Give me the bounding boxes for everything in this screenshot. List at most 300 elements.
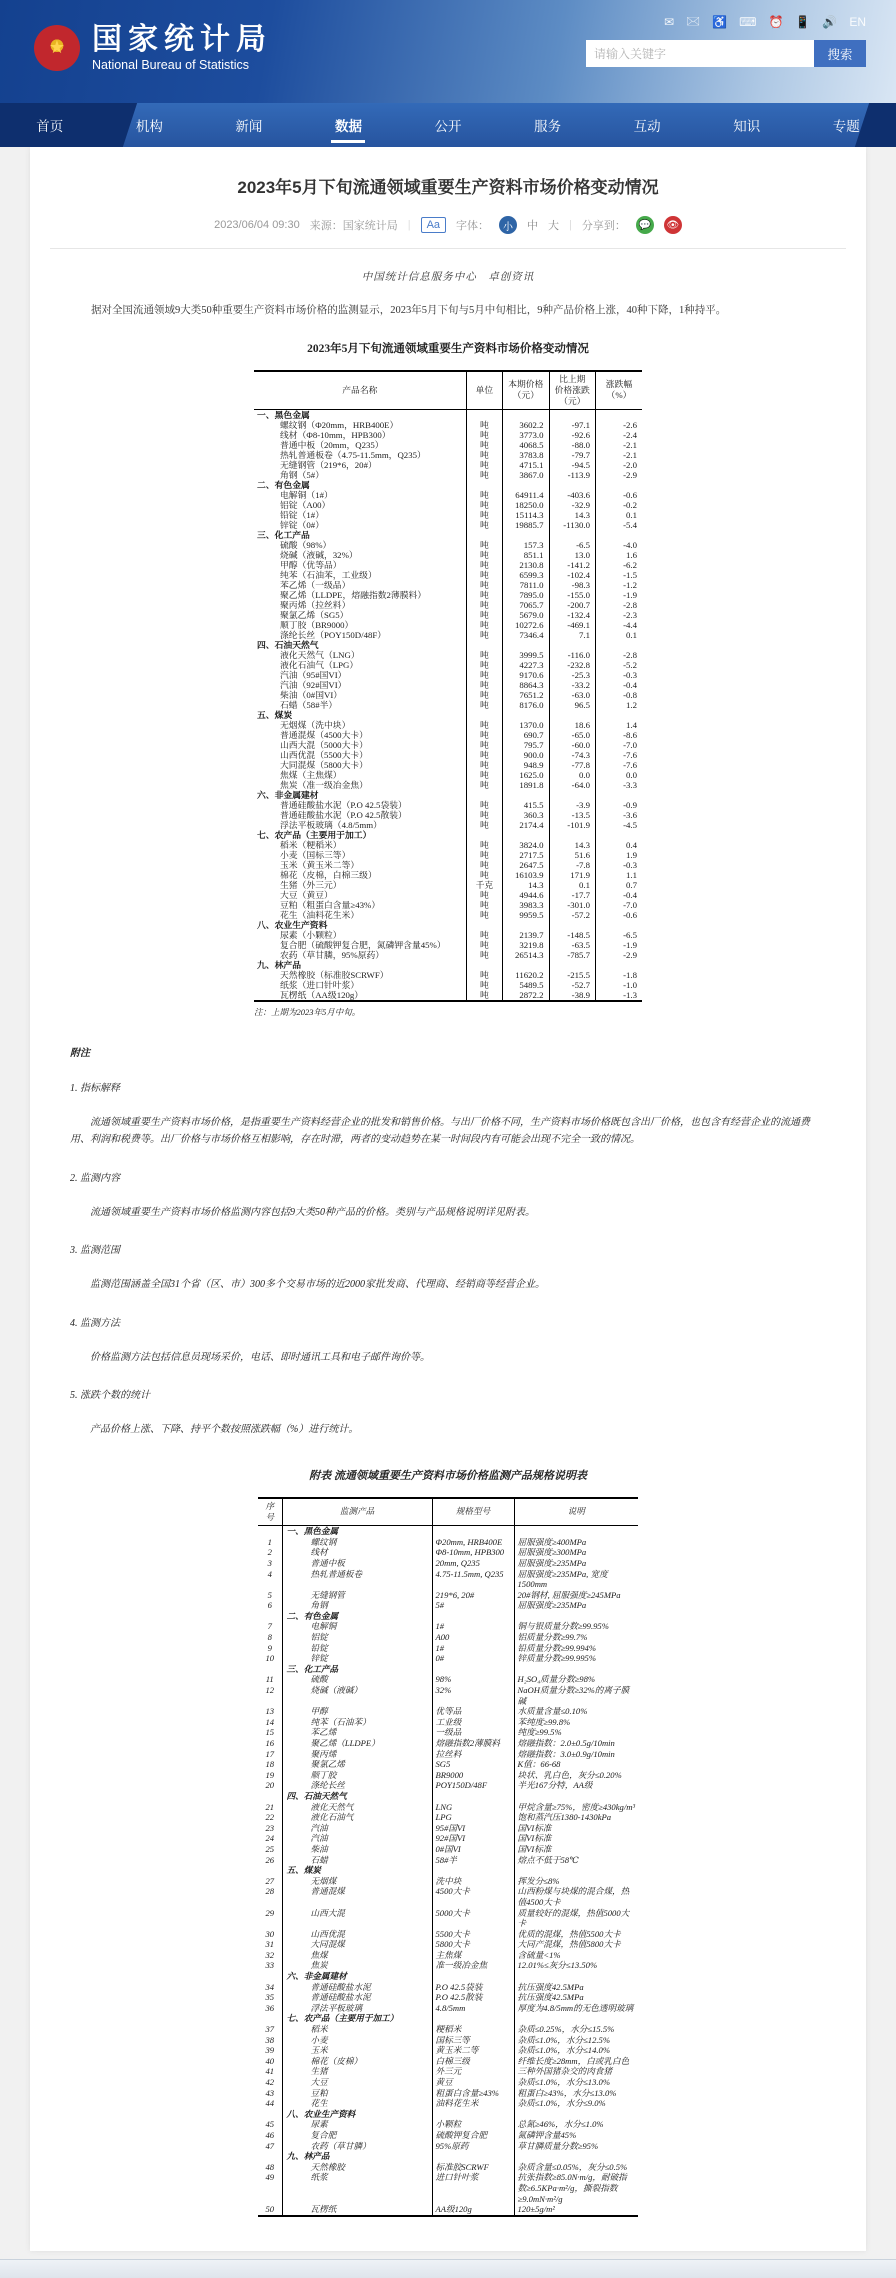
monitored-product: 甲醇 bbox=[282, 1706, 432, 1717]
share-wechat-icon[interactable]: 💬 bbox=[636, 216, 654, 234]
spec-model: 92#国VI bbox=[432, 1833, 514, 1844]
row-number: 5 bbox=[258, 1590, 282, 1601]
row-number: 35 bbox=[258, 1992, 282, 2003]
change-pct: -5.4 bbox=[596, 520, 643, 530]
unit: 吨 bbox=[466, 690, 502, 700]
search-input[interactable] bbox=[586, 40, 814, 67]
price-change: -132.4 bbox=[549, 610, 595, 620]
row-number: 15 bbox=[258, 1727, 282, 1738]
product-name: 豆粕（粗蛋白含量≥43%） bbox=[254, 900, 466, 910]
section-label: 一、黑色金属 bbox=[282, 1526, 432, 1537]
spec-model: 5800大卡 bbox=[432, 1939, 514, 1950]
table-row bbox=[254, 910, 642, 920]
price-change: -88.0 bbox=[549, 440, 595, 450]
meta-divider: | bbox=[569, 219, 572, 231]
section-label: 三、化工产品 bbox=[282, 1664, 432, 1675]
table-row bbox=[254, 870, 642, 880]
price-table-title: 2023年5月下旬流通领域重要生产资料市场价格变动情况 bbox=[70, 340, 826, 356]
site-header bbox=[0, 0, 896, 103]
monitored-product: 天然橡胶 bbox=[282, 2162, 432, 2173]
current-price: 5489.5 bbox=[503, 980, 549, 990]
row-number: 23 bbox=[258, 1823, 282, 1834]
change-pct: -1.5 bbox=[596, 570, 643, 580]
table-row bbox=[254, 470, 642, 480]
product-name: 大同混煤（5800大卡） bbox=[254, 760, 466, 770]
spec-row bbox=[258, 2162, 638, 2173]
row-number: 44 bbox=[258, 2098, 282, 2109]
monitored-product: 电解铜 bbox=[282, 1621, 432, 1632]
spec-description: 熔融指数：2.0±0.5g/10min bbox=[514, 1738, 638, 1749]
spec-row bbox=[258, 1653, 638, 1664]
t1-header: 本期价格 （元） bbox=[503, 371, 549, 409]
change-pct: -0.3 bbox=[596, 670, 643, 680]
price-change: -232.8 bbox=[549, 660, 595, 670]
unit: 吨 bbox=[466, 420, 502, 430]
unit: 吨 bbox=[466, 670, 502, 680]
nav-item-2[interactable]: 机构 bbox=[100, 103, 200, 147]
row-number: 24 bbox=[258, 1833, 282, 1844]
table-row bbox=[254, 650, 642, 660]
spec-row bbox=[258, 2141, 638, 2152]
lang-en-link[interactable]: EN bbox=[849, 15, 866, 29]
current-price: 2872.2 bbox=[503, 990, 549, 1001]
unit: 吨 bbox=[466, 460, 502, 470]
current-price: 7651.2 bbox=[503, 690, 549, 700]
note-title: 4. 监测方法 bbox=[70, 1314, 826, 1329]
current-price: 7895.0 bbox=[503, 590, 549, 600]
spec-model: P.O 42.5散装 bbox=[432, 1992, 514, 2003]
monitored-product: 顺丁胶 bbox=[282, 1770, 432, 1781]
current-price: 11620.2 bbox=[503, 970, 549, 980]
nav-item-6[interactable]: 服务 bbox=[498, 103, 598, 147]
table-row bbox=[254, 840, 642, 850]
price-change: -98.3 bbox=[549, 580, 595, 590]
spec-row bbox=[258, 1621, 638, 1632]
spec-description: 国VI标准 bbox=[514, 1833, 638, 1844]
spec-description: 粗蛋白≥43%，水分≤13.0% bbox=[514, 2088, 638, 2099]
clock-icon[interactable]: ⏰ bbox=[768, 15, 783, 29]
table-section-row bbox=[254, 830, 642, 840]
spec-section-row bbox=[258, 1971, 638, 1982]
change-pct: -2.8 bbox=[596, 600, 643, 610]
spec-model: 标准胶SCRWF bbox=[432, 2162, 514, 2173]
product-name: 液化石油气（LPG） bbox=[254, 660, 466, 670]
current-price: 2174.4 bbox=[503, 820, 549, 830]
monitored-product: 液化石油气 bbox=[282, 1812, 432, 1823]
spec-model: 0# bbox=[432, 1653, 514, 1664]
spec-table-title: 附表 流通领域重要生产资料市场价格监测产品规格说明表 bbox=[70, 1467, 826, 1483]
current-price: 795.7 bbox=[503, 740, 549, 750]
current-price: 6599.3 bbox=[503, 570, 549, 580]
current-price: 19885.7 bbox=[503, 520, 549, 530]
price-change: 96.5 bbox=[549, 700, 595, 710]
content-watermark: 中国统计信息服务中心 卓创资讯 bbox=[70, 269, 826, 284]
spec-description: 苯纯度≥99.8% bbox=[514, 1717, 638, 1728]
monitored-product: 无缝钢管 bbox=[282, 1590, 432, 1601]
monitored-product: 液化天然气 bbox=[282, 1802, 432, 1813]
spec-description: 屈服强度≥235MPa bbox=[514, 1558, 638, 1569]
mail-icon[interactable]: ✉ bbox=[664, 15, 674, 29]
nav-item-7[interactable]: 互动 bbox=[597, 103, 697, 147]
current-price: 690.7 bbox=[503, 730, 549, 740]
spec-model: 国标三等 bbox=[432, 2035, 514, 2046]
table-row bbox=[254, 930, 642, 940]
change-pct: -0.8 bbox=[596, 690, 643, 700]
unit: 吨 bbox=[466, 760, 502, 770]
spec-description: 块状、乳白色，灰分≤0.20% bbox=[514, 1770, 638, 1781]
product-name: 顺丁胶（BR9000） bbox=[254, 620, 466, 630]
price-change: -63.0 bbox=[549, 690, 595, 700]
product-name: 石蜡（58#半） bbox=[254, 700, 466, 710]
monitored-product: 山西优混 bbox=[282, 1929, 432, 1940]
section-label: 三、化工产品 bbox=[254, 530, 466, 540]
current-price: 1625.0 bbox=[503, 770, 549, 780]
current-price: 3219.8 bbox=[503, 940, 549, 950]
price-change: -141.2 bbox=[549, 560, 595, 570]
current-price: 2717.5 bbox=[503, 850, 549, 860]
t2-header: 说明 bbox=[514, 1498, 638, 1526]
section-label: 九、林产品 bbox=[254, 960, 466, 970]
row-number: 26 bbox=[258, 1855, 282, 1866]
product-name: 山西优混（5500大卡） bbox=[254, 750, 466, 760]
product-name: 铝锭（A00） bbox=[254, 500, 466, 510]
current-price: 948.9 bbox=[503, 760, 549, 770]
unit: 吨 bbox=[466, 440, 502, 450]
table-row bbox=[254, 750, 642, 760]
row-number: 8 bbox=[258, 1632, 282, 1643]
unit: 吨 bbox=[466, 910, 502, 920]
page-footer bbox=[0, 2259, 896, 2278]
audio-icon[interactable]: 🔊 bbox=[822, 15, 837, 29]
spec-row bbox=[258, 1600, 638, 1611]
unit: 吨 bbox=[466, 990, 502, 1001]
unit: 吨 bbox=[466, 520, 502, 530]
product-name: 花生（油料花生米） bbox=[254, 910, 466, 920]
table-row bbox=[254, 540, 642, 550]
unit: 吨 bbox=[466, 590, 502, 600]
spec-row bbox=[258, 2119, 638, 2130]
unit: 吨 bbox=[466, 490, 502, 500]
spec-model: Φ20mm, HRB400E bbox=[432, 1537, 514, 1548]
current-price: 7065.7 bbox=[503, 600, 549, 610]
spec-description: 抗压强度42.5MPa bbox=[514, 1982, 638, 1993]
product-name: 复合肥（硫酸钾复合肥，氮磷钾含量45%） bbox=[254, 940, 466, 950]
unit: 吨 bbox=[466, 720, 502, 730]
row-number: 3 bbox=[258, 1558, 282, 1569]
unit: 吨 bbox=[466, 680, 502, 690]
site-logo[interactable] bbox=[34, 24, 272, 72]
section-label: 四、石油天然气 bbox=[282, 1791, 432, 1802]
price-change: -13.5 bbox=[549, 810, 595, 820]
unit: 吨 bbox=[466, 980, 502, 990]
price-change: -155.0 bbox=[549, 590, 595, 600]
note-title: 2. 监测内容 bbox=[70, 1169, 826, 1184]
row-number: 30 bbox=[258, 1929, 282, 1940]
product-name: 天然橡胶（标准胶SCRWF） bbox=[254, 970, 466, 980]
change-pct: -1.9 bbox=[596, 940, 643, 950]
price-change: -785.7 bbox=[549, 950, 595, 960]
spec-row bbox=[258, 1833, 638, 1844]
unit: 吨 bbox=[466, 850, 502, 860]
unit: 吨 bbox=[466, 510, 502, 520]
section-label: 二、有色金属 bbox=[254, 480, 466, 490]
monitored-product: 线材 bbox=[282, 1547, 432, 1558]
monitored-product: 聚丙烯 bbox=[282, 1749, 432, 1760]
unit: 吨 bbox=[466, 820, 502, 830]
page-title: 2023年5月下旬流通领域重要生产资料市场价格变动情况 bbox=[70, 173, 826, 198]
spec-row bbox=[258, 2056, 638, 2067]
spec-row bbox=[258, 1569, 638, 1590]
table-row bbox=[254, 500, 642, 510]
change-pct: -1.3 bbox=[596, 990, 643, 1001]
spec-description: 半光167分特，AA级 bbox=[514, 1780, 638, 1791]
table-section-row bbox=[254, 409, 642, 420]
monitored-product: 浮法平板玻璃 bbox=[282, 2003, 432, 2014]
table-row bbox=[254, 850, 642, 860]
spec-row bbox=[258, 1685, 638, 1706]
row-number: 41 bbox=[258, 2066, 282, 2077]
current-price: 4068.5 bbox=[503, 440, 549, 450]
unit: 吨 bbox=[466, 630, 502, 640]
product-name: 大豆（黄豆） bbox=[254, 890, 466, 900]
spec-model: 4500大卡 bbox=[432, 1886, 514, 1907]
table-row bbox=[254, 740, 642, 750]
font-reset-button[interactable]: Aa bbox=[421, 217, 446, 233]
table-row bbox=[254, 680, 642, 690]
row-number: 14 bbox=[258, 1717, 282, 1728]
price-change: -469.1 bbox=[549, 620, 595, 630]
spec-description: 20#钢材, 屈服强度≥245MPa bbox=[514, 1590, 638, 1601]
change-pct: -1.0 bbox=[596, 980, 643, 990]
spec-model: 4.75-11.5mm, Q235 bbox=[432, 1569, 514, 1590]
monitored-product: 棉花（皮棉） bbox=[282, 2056, 432, 2067]
product-name: 焦煤（主焦煤） bbox=[254, 770, 466, 780]
price-change: -33.2 bbox=[549, 680, 595, 690]
spec-description: 总氮≥46%，水分≤1.0% bbox=[514, 2119, 638, 2130]
spec-description: 杂质含量≤0.05%，灰分≤0.5% bbox=[514, 2162, 638, 2173]
row-number: 7 bbox=[258, 1621, 282, 1632]
nav-item-3[interactable]: 新闻 bbox=[199, 103, 299, 147]
spec-description: 厚度为4.8/5mm的无色透明玻璃 bbox=[514, 2003, 638, 2014]
row-number: 25 bbox=[258, 1844, 282, 1855]
change-pct: -1.9 bbox=[596, 590, 643, 600]
unit: 吨 bbox=[466, 950, 502, 960]
unit: 吨 bbox=[466, 750, 502, 760]
spec-row bbox=[258, 2066, 638, 2077]
monitored-product: 豆粕 bbox=[282, 2088, 432, 2099]
product-name: 浮法平板玻璃（4.8/5mm） bbox=[254, 820, 466, 830]
change-pct: -7.0 bbox=[596, 900, 643, 910]
product-name: 稻米（粳稻米） bbox=[254, 840, 466, 850]
section-label: 六、非金属建材 bbox=[282, 1971, 432, 1982]
spec-description: 12.01%≤灰分≤13.50% bbox=[514, 1960, 638, 1971]
spec-description: 挥发分≤8% bbox=[514, 1876, 638, 1887]
table-section-row bbox=[254, 920, 642, 930]
price-change: -6.5 bbox=[549, 540, 595, 550]
monitored-product: 涤纶长丝 bbox=[282, 1780, 432, 1791]
change-pct: -2.1 bbox=[596, 440, 643, 450]
product-name: 烧碱（液碱，32%） bbox=[254, 550, 466, 560]
font-size-medium-button[interactable]: 中 bbox=[527, 217, 538, 233]
search-button[interactable]: 搜索 bbox=[814, 40, 866, 67]
table-row bbox=[254, 880, 642, 890]
spec-description: 饱和蒸汽压1380-1430kPa bbox=[514, 1812, 638, 1823]
monitored-product: 螺纹钢 bbox=[282, 1537, 432, 1548]
price-change: -94.5 bbox=[549, 460, 595, 470]
nav-item-9[interactable]: 专题 bbox=[797, 103, 896, 147]
product-name: 玉米（黄玉米二等） bbox=[254, 860, 466, 870]
nav-item-5[interactable]: 公开 bbox=[398, 103, 498, 147]
table-section-row bbox=[254, 530, 642, 540]
mobile-icon[interactable]: 📱 bbox=[795, 15, 810, 29]
table-row bbox=[254, 980, 642, 990]
monitored-product: 硫酸 bbox=[282, 1674, 432, 1685]
change-pct: -2.9 bbox=[596, 950, 643, 960]
product-name: 硫酸（98%） bbox=[254, 540, 466, 550]
spec-row bbox=[258, 1717, 638, 1728]
spec-model: 5500大卡 bbox=[432, 1929, 514, 1940]
product-name: 生猪（外三元） bbox=[254, 880, 466, 890]
row-number: 21 bbox=[258, 1802, 282, 1813]
current-price: 7346.4 bbox=[503, 630, 549, 640]
font-size-small-button[interactable]: 小 bbox=[499, 216, 517, 234]
t1-header: 比上期 价格涨跌 （元） bbox=[549, 371, 595, 409]
nav-item-1[interactable]: 首页 bbox=[0, 103, 100, 147]
product-name: 瓦楞纸（AA级120g） bbox=[254, 990, 466, 1001]
font-size-large-button[interactable]: 大 bbox=[548, 217, 559, 233]
spec-model: 准一级冶金焦 bbox=[432, 1960, 514, 1971]
price-change: -101.9 bbox=[549, 820, 595, 830]
article-source: 来源：国家统计局 bbox=[310, 217, 398, 233]
product-name: 小麦（国标三等） bbox=[254, 850, 466, 860]
product-name: 纯苯（石油苯，工业级） bbox=[254, 570, 466, 580]
nav-item-8[interactable]: 知识 bbox=[697, 103, 797, 147]
monitored-product: 聚乙烯（LLDPE） bbox=[282, 1738, 432, 1749]
table-row bbox=[254, 510, 642, 520]
price-change: 51.6 bbox=[549, 850, 595, 860]
price-change: -102.4 bbox=[549, 570, 595, 580]
nav-item-4[interactable]: 数据 bbox=[299, 103, 399, 147]
unit: 吨 bbox=[466, 580, 502, 590]
spec-description: 水质量含量≤0.10% bbox=[514, 1706, 638, 1717]
price-change: -148.5 bbox=[549, 930, 595, 940]
price-change: 13.0 bbox=[549, 550, 595, 560]
table-row bbox=[254, 660, 642, 670]
spec-description: 大同产混煤，热值5800大卡 bbox=[514, 1939, 638, 1950]
change-pct: -2.0 bbox=[596, 460, 643, 470]
row-number: 6 bbox=[258, 1600, 282, 1611]
publish-date: 2023/06/04 09:30 bbox=[214, 219, 300, 231]
notes-section bbox=[70, 1044, 826, 1439]
row-number: 12 bbox=[258, 1685, 282, 1706]
spec-description: 草甘膦质量分数≥95% bbox=[514, 2141, 638, 2152]
spec-row bbox=[258, 2204, 638, 2216]
print-icon[interactable]: ⌨ bbox=[739, 15, 756, 29]
price-change: -1130.0 bbox=[549, 520, 595, 530]
table-row bbox=[254, 860, 642, 870]
spec-description: 铜与银质量分数≥99.95% bbox=[514, 1621, 638, 1632]
spec-model: P.O 42.5袋装 bbox=[432, 1982, 514, 1993]
spec-description: 甲烷含量≥75%，密度≥430kg/m³ bbox=[514, 1802, 638, 1813]
current-price: 26514.3 bbox=[503, 950, 549, 960]
change-pct: -3.6 bbox=[596, 810, 643, 820]
spec-row bbox=[258, 1759, 638, 1770]
spec-model: AA级120g bbox=[432, 2204, 514, 2216]
note-title: 5. 涨跌个数的统计 bbox=[70, 1386, 826, 1401]
price-change: -32.9 bbox=[549, 500, 595, 510]
spec-model: 进口针叶浆 bbox=[432, 2172, 514, 2204]
product-name: 锌锭（0#） bbox=[254, 520, 466, 530]
spec-row bbox=[258, 1992, 638, 2003]
price-change: -79.7 bbox=[549, 450, 595, 460]
product-name: 无烟煤（洗中块） bbox=[254, 720, 466, 730]
share-weibo-icon[interactable]: 👁 bbox=[664, 216, 682, 234]
table-row bbox=[254, 720, 642, 730]
monitored-product: 纸浆 bbox=[282, 2172, 432, 2204]
spec-description: 国VI标准 bbox=[514, 1844, 638, 1855]
table-section-row bbox=[254, 960, 642, 970]
section-label: 四、石油天然气 bbox=[254, 640, 466, 650]
monitored-product: 热轧普通板卷 bbox=[282, 1569, 432, 1590]
monitored-product: 生猪 bbox=[282, 2066, 432, 2077]
section-label: 七、农产品（主要用于加工） bbox=[254, 830, 466, 840]
accessibility-icon[interactable]: ♿ bbox=[712, 15, 727, 29]
table-section-row bbox=[254, 640, 642, 650]
current-price: 900.0 bbox=[503, 750, 549, 760]
unit: 千克 bbox=[466, 880, 502, 890]
row-number: 43 bbox=[258, 2088, 282, 2099]
spec-description: 氮磷钾含量45% bbox=[514, 2130, 638, 2141]
monitored-product: 纯苯（石油苯） bbox=[282, 1717, 432, 1728]
change-pct: -0.4 bbox=[596, 890, 643, 900]
product-name: 聚丙烯（拉丝料） bbox=[254, 600, 466, 610]
change-pct: -7.0 bbox=[596, 740, 643, 750]
section-label: 五、煤炭 bbox=[282, 1865, 432, 1876]
current-price: 18250.0 bbox=[503, 500, 549, 510]
spec-row bbox=[258, 1960, 638, 1971]
table-row bbox=[254, 420, 642, 430]
t1-header: 涨跌幅 （%） bbox=[596, 371, 643, 409]
spec-model: 优等品 bbox=[432, 1706, 514, 1717]
table-row bbox=[254, 570, 642, 580]
spec-model: 拉丝料 bbox=[432, 1749, 514, 1760]
spec-model: Φ8-10mm, HPB300 bbox=[432, 1547, 514, 1558]
row-number: 11 bbox=[258, 1674, 282, 1685]
table-section-row bbox=[254, 710, 642, 720]
current-price: 14.3 bbox=[503, 880, 549, 890]
price-change: -215.5 bbox=[549, 970, 595, 980]
monitored-product: 稻米 bbox=[282, 2024, 432, 2035]
spec-description: 含硫量<1% bbox=[514, 1950, 638, 1961]
product-name: 农药（草甘膦，95%原药） bbox=[254, 950, 466, 960]
spec-row bbox=[258, 1537, 638, 1548]
note-body: 监测范围涵盖全国31个省（区、市）300多个交易市场的近2000家批发商、代理商、经销商等经营企业。 bbox=[70, 1276, 826, 1294]
change-pct: -2.6 bbox=[596, 420, 643, 430]
price-change: -200.7 bbox=[549, 600, 595, 610]
current-price: 7811.0 bbox=[503, 580, 549, 590]
price-change: -57.2 bbox=[549, 910, 595, 920]
monitored-product: 聚氯乙烯 bbox=[282, 1759, 432, 1770]
subscribe-icon[interactable]: 🖂 bbox=[686, 12, 700, 33]
row-number: 40 bbox=[258, 2056, 282, 2067]
monitored-product: 焦煤 bbox=[282, 1950, 432, 1961]
table-row bbox=[254, 610, 642, 620]
change-pct: -2.8 bbox=[596, 650, 643, 660]
unit: 吨 bbox=[466, 940, 502, 950]
spec-row bbox=[258, 1590, 638, 1601]
site-title: 国家统计局 bbox=[92, 24, 272, 56]
spec-description: 杂质≤1.0%，水分≤9.0% bbox=[514, 2098, 638, 2109]
